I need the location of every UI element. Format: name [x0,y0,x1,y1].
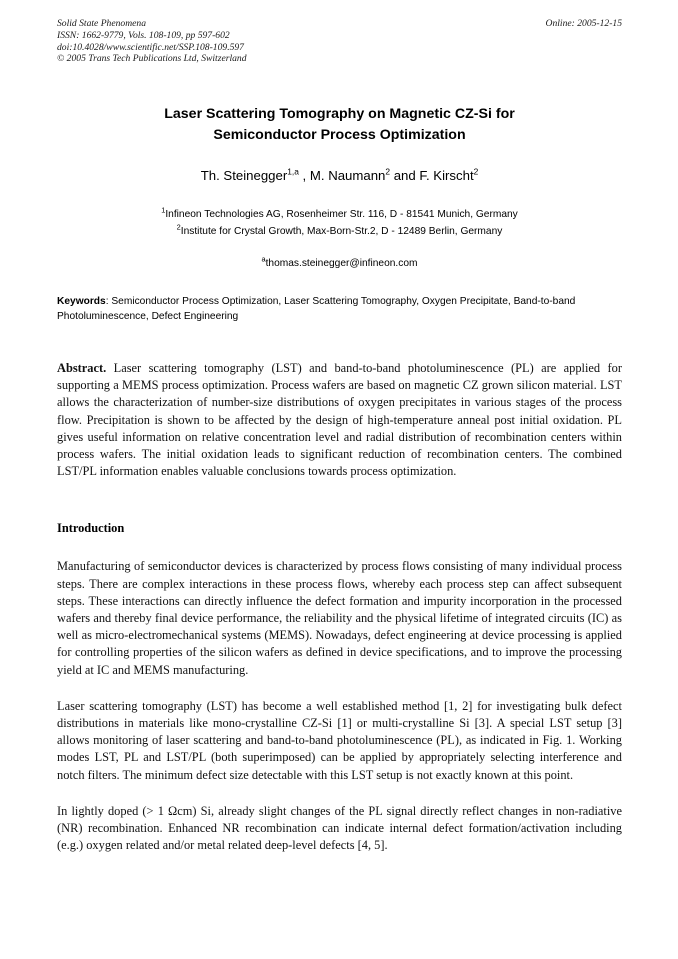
title-line-1: Laser Scattering Tomography on Magnetic CZ-Si for [164,106,515,122]
email-address[interactable]: thomas.steinegger@infineon.com [265,258,418,269]
journal-header-left [57,18,477,65]
author-2-affiliation-marker: 2 [385,166,391,177]
keywords-colon: : [105,296,112,307]
journal-name: Solid State Phenomena [57,18,146,29]
author-2-name: M. Naumann [309,168,386,183]
keywords-label: Keywords [57,296,106,307]
introduction-heading: Introduction [57,521,125,536]
introduction-paragraph-2: Laser scattering tomography (LST) has become a well established method [1, 2] for investigating bulk defect distributions in materials like mono-crystalline CZ-Si [1] or multi-crystalline Si [3]. A special LST setup [3] allows monitoring of laser scattering and band-to-band photoluminescence (PL), as indicated in Fig. 1. Working modes LST, PL and LST/PL (both superimposed) can be applied by appropriately selecting interference and notch filters. The minimum defect size detectable with this LST setup is not exactly known at this point. [57,698,622,782]
author-conjunction: and [390,168,420,183]
abstract-text: Laser scattering tomography (LST) and band-to-band photoluminescence (PL) are applied for supporting a MEMS process optimization. Process wafers are based on magnetic CZ grown silicon material. LST allows the characterization of number-size distributions of oxygen precipitates in various stages of the process flow. Precipitation is shown to be affected by the design of high-temperature anneal post initial oxidation. PL gives useful information on relative concentration level and radial distribution of recombination centers within process wafers. The initial oxidation leads to significant reduction of recombination centers. The combined LST/PL information enables valuable conclusions towards process optimization. [57,361,622,479]
journal-doi-line: doi:10.4028/www.scientific.net/SSP.108-109.597 [57,41,244,53]
email-marker: a [261,254,266,264]
page-content [57,18,622,854]
title-line-2: Semiconductor Process Optimization [213,127,466,143]
author-list [57,167,622,185]
keywords-section [57,295,622,324]
author-1-name: Th. Steinegger [200,168,288,183]
introduction-paragraph-3: In lightly doped (> 1 Ωcm) Si, already slight changes of the PL signal directly reflect changes in non-radiative (NR) recombination. Enhanced NR recombination can indicate internal defect formation/activation including (e.g.) oxygen related and/or metal related deep-level defects [4, 5]. [57,803,622,853]
affiliation-1 [57,207,622,224]
journal-copyright-line: © 2005 Trans Tech Publications Ltd, Switzerland [57,53,247,65]
keywords-text: Semiconductor Process Optimization, Laser Scattering Tomography, Oxygen Precipitate, Band-to-band Photoluminescence, Defect Engineering [57,296,576,322]
affiliation-2-marker: 2 [176,222,181,232]
journal-issn-line: ISSN: 1662-9779, Vols. 108-109, pp 597-602 [57,29,230,41]
abstract-section [57,360,622,480]
author-3-affiliation-marker: 2 [473,166,479,177]
affiliation-2 [57,224,622,241]
author-separator-1: , [298,168,310,183]
author-1-affiliation-marker: 1,a [287,166,299,177]
affiliation-1-text: Infineon Technologies AG, Rosenheimer Str. 116, D - 81541 Munich, Germany [165,209,518,220]
author-3-name: F. Kirscht [419,168,474,183]
online-date: Online: 2005-12-15 [545,18,622,29]
paper-title [57,104,622,146]
affiliation-list [57,207,622,240]
introduction-paragraph-1: Manufacturing of semiconductor devices is characterized by process flows consisting of many individual process steps. There are complex interactions in these process flows, whereby each process step can affect subsequent steps. These interactions can directly influence the defect formation and impurity incorporation in the processed wafers and thereby final device performance, the reliability and the physical lifetime of integrated circuits (IC) as well as micro-electromechanical systems (MEMS). Nowadays, defect engineering at device processing is applied for controlling properties of the silicon wafers as defined in device specifications, and to improve the processing yield at IC and MEMS manufacturing. [57,559,622,677]
affiliation-2-text: Institute for Crystal Growth, Max-Born-Str.2, D - 12489 Berlin, Germany [180,225,503,237]
abstract-label: Abstract. [57,361,107,375]
affiliation-1-marker: 1 [161,205,166,215]
corresponding-email[interactable] [57,254,622,271]
journal-header [57,18,622,68]
